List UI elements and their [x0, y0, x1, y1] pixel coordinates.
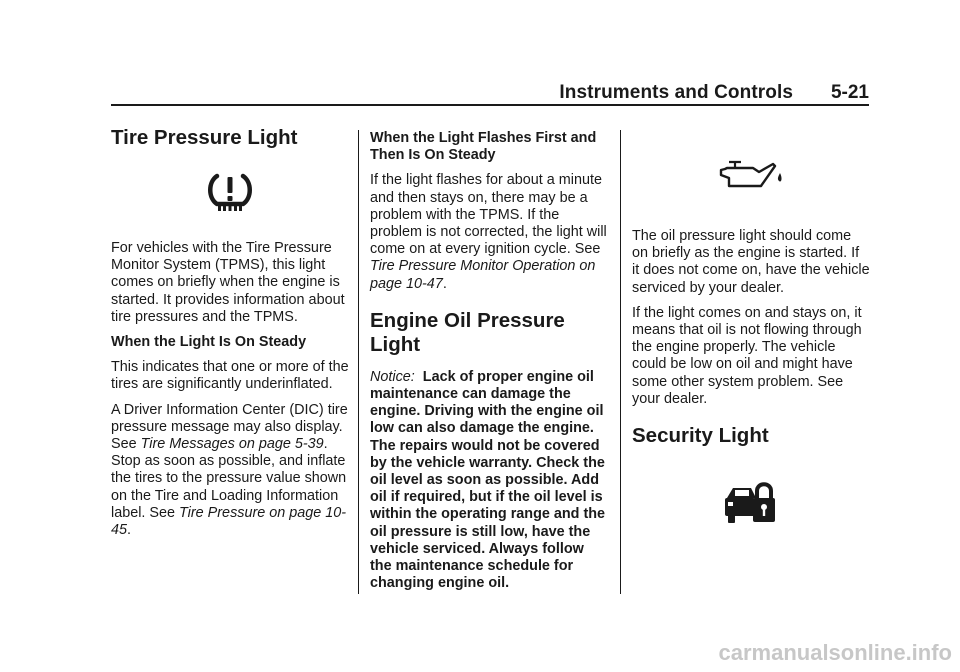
tire-pressure-link[interactable]: Tire Pressure on page 10-45 [111, 504, 347, 539]
flashes-paragraph: If the light flashes for about a minute and then stays on, there may be a problem with the TPMS. If the problem is not corrected, the light will come on at every ignition cycle. See Tire Pressure Monitor Operation on page 10-47. [370, 172, 607, 292]
column-1 [111, 126, 349, 547]
oil-pressure-heading: Engine Oil Pressure Light [370, 308, 565, 356]
column-2 [370, 130, 608, 600]
column-divider-1 [358, 130, 359, 594]
watermark: carmanualsonline.info [718, 640, 952, 665]
tpms-operation-link[interactable]: Tire Pressure Monitor Operation on page 10-47 [370, 258, 596, 292]
tpms-intro: For vehicles with the Tire Pressure Monitor System (TPMS), this light comes on briefly when the engine is started. It provides information about tire pressures and the TPMS. [111, 240, 345, 325]
car-padlock-security-icon [632, 478, 870, 526]
oil-light-paragraph-2: If the light comes on and stays on, it means that oil is not flowing through the engine properly. The vehicle could be low on oil and might have some other system problem. See your dealer. [632, 304, 862, 407]
flashes-subheading: When the Light Flashes First and Then Is On Steady [370, 130, 597, 164]
steady-paragraph: This indicates that one or more of the tires are significantly underinflated. [111, 359, 349, 393]
column-divider-2 [620, 130, 621, 594]
tire-pressure-warning-icon [111, 172, 349, 214]
oil-light-paragraph-1: The oil pressure light should come on briefly as the engine is started. If it does not come on, have the vehicle serviced by your dealer. [632, 228, 870, 296]
header-rule [111, 104, 869, 106]
column-3 [632, 126, 870, 526]
oil-can-icon [632, 156, 870, 192]
oil-notice: Notice: Lack of proper engine oil maintenance can damage the engine. Driving with the engine oil low can also damage the engine. The repairs would not be covered by the vehicle warranty. Check the oil level as soon as possible. Add oil if required, but if the oil level is within the operating range and the oil pressure is still low, have the vehicle serviced. Always follow the maintenance schedule for changing engine oil. [370, 368, 606, 592]
tire-pressure-heading: Tire Pressure Light [111, 126, 298, 149]
section-title: Instruments and Controls [559, 82, 793, 103]
tire-messages-link[interactable]: Tire Messages on page 5-39 [140, 436, 324, 453]
page-header [111, 82, 869, 102]
page-number: 5-21 [830, 82, 869, 103]
notice-label: Notice: [370, 368, 415, 385]
steady-subheading: When the Light Is On Steady [111, 334, 307, 351]
dic-paragraph: A Driver Information Center (DIC) tire pressure message may also display. See Tire Messages on page 5-39. Stop as soon as possible, and inflate the tires to the pressure value shown on the Tire and Loading Information label. See Tire Pressure on page 10-45. [111, 401, 348, 539]
security-heading: Security Light [632, 424, 769, 448]
